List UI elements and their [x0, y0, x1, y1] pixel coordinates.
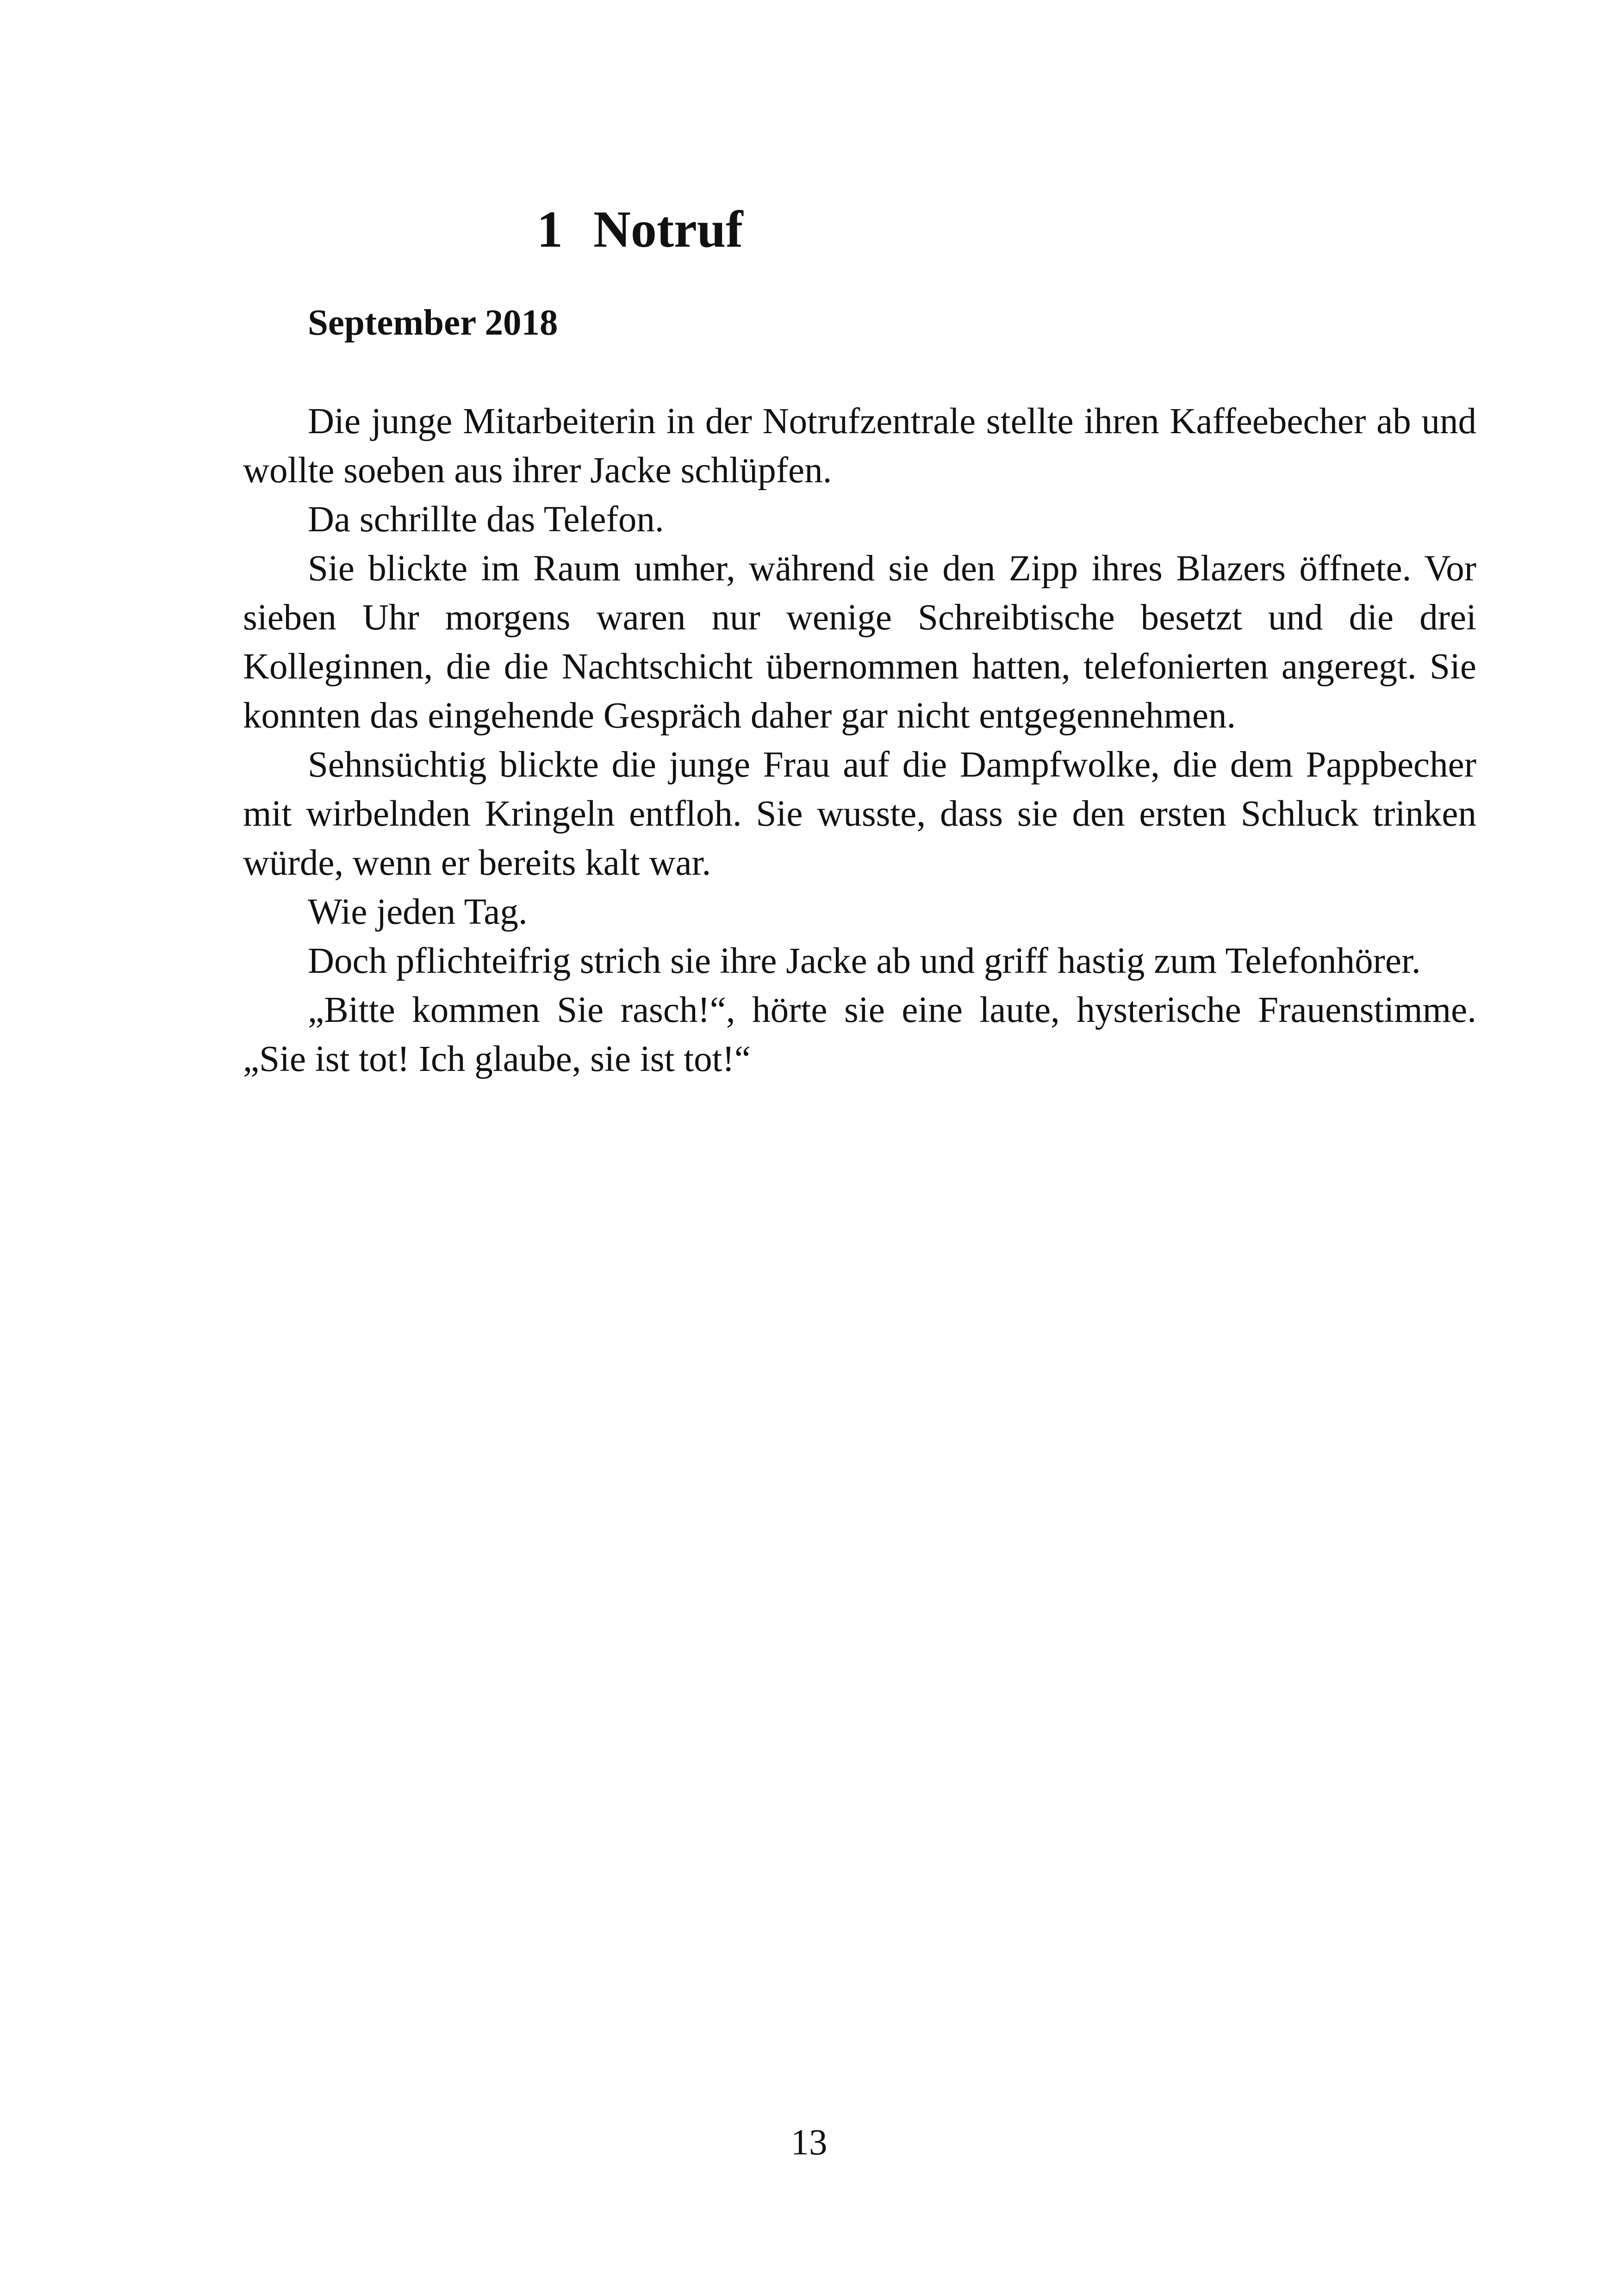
chapter-number: 1: [537, 201, 563, 258]
paragraph: Wie jeden Tag.: [308, 892, 528, 932]
paragraph: Da schrillte das Telefon.: [308, 499, 664, 540]
chapter-heading: [537, 201, 743, 258]
paragraph: Sehnsüchtig blickte die junge Frau auf die Dampfwolke, die dem Pappbecher mit wirbelnden Kringeln entfloh. Sie wusste, dass sie den ersten Schluck trinken würde, wenn er bereits kalt war.: [243, 745, 1476, 883]
paragraph: Sie blickte im Raum umher, während sie den Zipp ihres Blazers öffnete. Vor sieben Uhr morgens waren nur wenige Schreibtische besetzt und die drei Kolleginnen, die die Nachtschicht übernommen hatten, telefonierten angeregt. Sie konnten das eingehende Gespräch daher gar nicht entgegennehmen.: [243, 548, 1476, 736]
paragraph: Die junge Mitarbeiterin in der Notrufzentrale stellte ihren Kaffeebecher ab und wollte soeben aus ihrer Jacke schlüpfen.: [243, 401, 1476, 491]
chapter-body: [243, 397, 1476, 1084]
chapter-subheading: September 2018: [308, 303, 558, 343]
page-number: 13: [790, 2122, 828, 2163]
paragraph: „Bitte kommen Sie rasch!“, hörte sie eine laute, hysterische Frauenstimme. „Sie ist tot! Ich glaube, sie ist tot!“: [243, 990, 1476, 1079]
chapter-title: Notruf: [593, 201, 743, 258]
paragraph: Doch pflichteifrig strich sie ihre Jacke ab und griff hastig zum Telefonhörer.: [308, 941, 1421, 981]
